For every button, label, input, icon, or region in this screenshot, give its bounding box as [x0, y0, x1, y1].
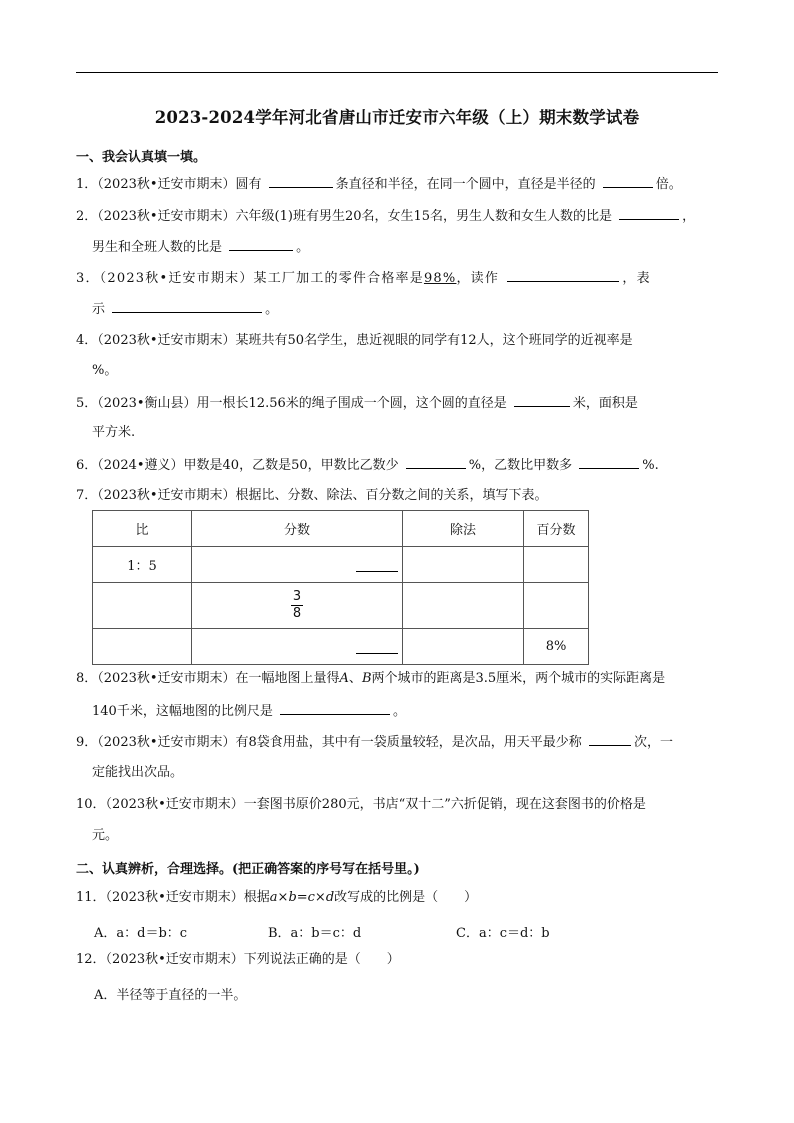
answer-blank[interactable] — [507, 270, 619, 282]
fraction — [291, 590, 303, 621]
conversion-table — [92, 510, 589, 665]
header-rule — [76, 72, 718, 73]
fraction-numerator: 3 — [292, 589, 302, 604]
cell-division[interactable] — [403, 547, 524, 583]
page-title: 2023-2024学年河北省唐山市迁安市六年级（上）期末数学试卷 — [154, 108, 640, 127]
question-10-cont: 元。 — [92, 828, 119, 843]
answer-blank[interactable] — [229, 239, 293, 251]
question-4: 4．（2023秋•迁安市期末）某班共有50名学生，患近视眼的同学有12人，这个班同学的近视率是 — [76, 333, 633, 348]
question-1: 1．（2023秋•迁安市期末）圆有 条直径和半径，在同一个圆中，直径是半径的 倍。 — [76, 177, 682, 192]
cell-percent[interactable] — [524, 547, 589, 583]
question-12: 12．（2023秋•迁安市期末）下列说法正确的是（ ） — [76, 952, 400, 967]
section-2-heading: 二、认真辨析，合理选择。(把正确答案的序号写在括号里。) — [76, 862, 420, 877]
answer-blank[interactable] — [280, 703, 390, 715]
question-9: 9．（2023秋•迁安市期末）有8袋食用盐，其中有一袋质量较轻，是次品，用天平最少称 次，一 — [76, 735, 673, 750]
question-8-cont: 140千米，这幅地图的比例尺是 。 — [92, 704, 406, 719]
cell-ratio[interactable] — [93, 583, 192, 629]
answer-blank[interactable] — [269, 176, 333, 188]
answer-blank[interactable] — [406, 457, 466, 469]
cell-fraction[interactable] — [192, 629, 403, 665]
header-ratio: 比 — [93, 511, 192, 547]
cell-percent: 8% — [524, 629, 589, 665]
question-8: 8．（2023秋•迁安市期末）在一幅地图上量得A、B两个城市的距离是3.5厘米，两个城市的实际距离是 — [76, 671, 666, 686]
answer-blank[interactable] — [603, 176, 653, 188]
question-3: 3．（2023秋•迁安市期末）某工厂加工的零件合格率是98%，读作 ，表 — [76, 271, 651, 286]
question-5-cont: 平方米. — [92, 425, 136, 440]
question-7: 7．（2023秋•迁安市期末）根据比、分数、除法、百分数之间的关系，填写下表。 — [76, 488, 548, 503]
answer-blank[interactable] — [579, 457, 639, 469]
answer-blank[interactable] — [112, 301, 262, 313]
q12-option-a[interactable]: A．半径等于直径的一半。 — [94, 988, 247, 1003]
section-1-heading: 一、我会认真填一填。 — [76, 150, 207, 165]
cell-ratio[interactable] — [93, 629, 192, 665]
question-4-cont: %。 — [92, 363, 118, 378]
question-10: 10．（2023秋•迁安市期末）一套图书原价280元，书店“双十二”六折促销，现在这套图书的价格是 — [76, 797, 646, 812]
cell-ratio: 1：5 — [93, 547, 192, 583]
cell-division[interactable] — [403, 583, 524, 629]
answer-blank[interactable] — [356, 653, 398, 654]
question-2: 2．（2023秋•迁安市期末）六年级(1)班有男生20名，女生15名，男生人数和女生人数的比是 ， — [76, 209, 696, 224]
q11-option-a[interactable]: A．a：d＝b：c — [94, 926, 188, 941]
cell-fraction — [192, 583, 403, 629]
cell-percent[interactable] — [524, 583, 589, 629]
header-division: 除法 — [403, 511, 524, 547]
question-11: 11．（2023秋•迁安市期末）根据a×b=c×d改写成的比例是（ ） — [76, 890, 478, 905]
question-6: 6．（2024•遵义）甲数是40，乙数是50，甲数比乙数少 %，乙数比甲数多 %. — [76, 458, 659, 473]
cell-division[interactable] — [403, 629, 524, 665]
fraction-denominator: 8 — [292, 606, 302, 621]
question-9-cont: 定能找出次品。 — [92, 765, 184, 780]
q11-option-c[interactable]: C．a：c＝d：b — [456, 926, 550, 941]
answer-blank[interactable] — [356, 571, 398, 572]
header-percent: 百分数 — [524, 511, 589, 547]
question-2-cont: 男生和全班人数的比是 。 — [92, 240, 310, 255]
question-3-cont: 示 。 — [92, 302, 279, 317]
cell-fraction[interactable] — [192, 547, 403, 583]
header-fraction: 分数 — [192, 511, 403, 547]
question-5: 5．（2023•衡山县）用一根长12.56米的绳子围成一个圆，这个圆的直径是 米，面积是 — [76, 396, 638, 411]
q11-option-b[interactable]: B．a：b＝c：d — [268, 926, 362, 941]
answer-blank[interactable] — [589, 734, 631, 746]
answer-blank[interactable] — [514, 395, 570, 407]
answer-blank[interactable] — [619, 208, 679, 220]
